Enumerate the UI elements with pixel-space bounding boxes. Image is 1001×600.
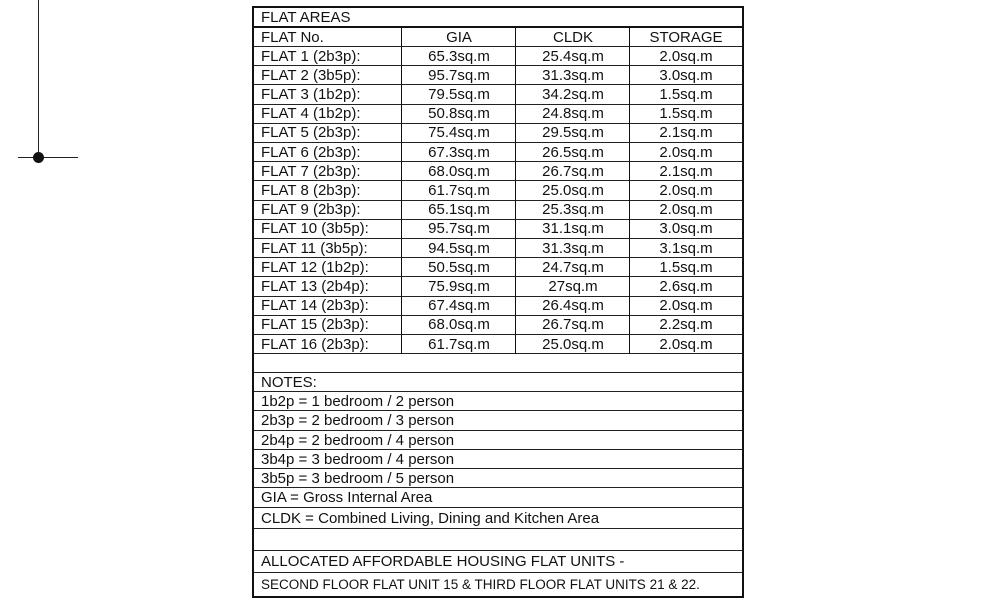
note-text: 3b5p = 3 bedroom / 5 person — [261, 469, 455, 487]
table-row — [254, 277, 742, 296]
flat-name: FLAT 4 (1b2p): — [261, 105, 361, 123]
flat-name: FLAT 11 (3b5p): — [261, 239, 368, 257]
note-row — [254, 469, 742, 488]
cldk-value: 26.5sq.m — [542, 143, 604, 161]
table-row — [254, 47, 742, 66]
flat-name: FLAT 14 (2b3p): — [261, 297, 369, 315]
cldk-value: 31.3sq.m — [542, 239, 604, 257]
flat-name: FLAT 6 (2b3p): — [261, 143, 361, 161]
drawing-guide-line-horizontal — [18, 157, 78, 158]
storage-value: 2.0sq.m — [659, 47, 713, 65]
flat-name: FLAT 15 (2b3p): — [261, 316, 369, 334]
table-row — [254, 124, 742, 143]
storage-value: 3.0sq.m — [659, 220, 713, 238]
gia-value: 50.5sq.m — [428, 258, 490, 276]
table-row — [254, 239, 742, 258]
header-storage: STORAGE — [649, 28, 723, 46]
note-text: 2b3p = 2 bedroom / 3 person — [261, 412, 455, 429]
table-row — [254, 335, 742, 354]
flat-name: FLAT 16 (2b3p): — [261, 335, 369, 353]
schedule-title: FLAT AREAS — [261, 8, 351, 26]
flat-areas-schedule — [252, 6, 744, 598]
cldk-value: 26.7sq.m — [542, 316, 604, 334]
cldk-value: 24.7sq.m — [542, 258, 604, 276]
storage-value: 2.0sq.m — [659, 201, 713, 219]
note-text: 1b2p = 1 bedroom / 2 person — [261, 392, 455, 410]
drawing-guide-line-vertical — [38, 0, 39, 158]
note-text: 2b4p = 2 bedroom / 4 person — [261, 431, 455, 449]
gia-value: 65.1sq.m — [428, 201, 490, 219]
drawing-node-dot — [33, 152, 44, 163]
flat-name: FLAT 2 (3b5p): — [261, 66, 361, 84]
notes-heading: NOTES: — [261, 373, 317, 391]
flat-name: FLAT 1 (2b3p): — [261, 47, 361, 65]
gia-value: 95.7sq.m — [428, 66, 490, 84]
gia-value: 68.0sq.m — [428, 162, 490, 180]
column-divider-3 — [629, 28, 630, 354]
flat-name: FLAT 10 (3b5p): — [261, 220, 369, 238]
flat-name: FLAT 12 (1b2p): — [261, 258, 369, 276]
note-row — [254, 450, 742, 469]
affordable-detail: SECOND FLOOR FLAT UNIT 15 & THIRD FLOOR FLAT UNITS 21 & 22. — [261, 577, 700, 592]
header-cldk: CLDK — [552, 28, 593, 46]
storage-value: 2.0sq.m — [659, 143, 713, 161]
note-row — [254, 392, 742, 411]
gia-value: 75.4sq.m — [428, 124, 490, 142]
header-gia: GIA — [446, 28, 472, 46]
cldk-value: 25.3sq.m — [542, 201, 604, 219]
flat-name: FLAT 5 (2b3p): — [261, 124, 361, 142]
affordable-detail-row — [254, 573, 742, 596]
cldk-value: 31.3sq.m — [542, 66, 604, 84]
note-row — [254, 488, 742, 508]
table-row — [254, 258, 742, 277]
cldk-value: 34.2sq.m — [542, 85, 604, 103]
storage-value: 2.1sq.m — [659, 124, 713, 142]
storage-value: 3.1sq.m — [659, 239, 713, 257]
storage-value: 2.2sq.m — [659, 316, 713, 334]
storage-value: 2.0sq.m — [659, 297, 713, 315]
cldk-value: 26.4sq.m — [542, 297, 604, 315]
flat-name: FLAT 13 (2b4p): — [261, 277, 369, 295]
storage-value: 3.0sq.m — [659, 66, 713, 84]
header-flat-no: FLAT No. — [261, 28, 324, 46]
cldk-value: 26.7sq.m — [542, 162, 604, 180]
cldk-value: 25.4sq.m — [542, 47, 604, 65]
affordable-heading: ALLOCATED AFFORDABLE HOUSING FLAT UNITS - — [261, 553, 625, 570]
note-text: GIA = Gross Internal Area — [261, 489, 433, 506]
table-row — [254, 297, 742, 316]
cldk-value: 27sq.m — [548, 277, 598, 295]
gia-value: 94.5sq.m — [428, 239, 490, 257]
storage-value: 1.5sq.m — [659, 258, 713, 276]
storage-value: 2.1sq.m — [659, 162, 713, 180]
table-row — [254, 85, 742, 104]
flat-name: FLAT 8 (2b3p): — [261, 181, 361, 199]
table-header-row — [254, 28, 742, 47]
table-row — [254, 162, 742, 181]
gia-value: 67.4sq.m — [428, 297, 490, 315]
gia-value: 61.7sq.m — [428, 335, 490, 353]
table-row — [254, 220, 742, 239]
storage-value: 1.5sq.m — [659, 85, 713, 103]
storage-value: 2.6sq.m — [659, 277, 713, 295]
note-row — [254, 411, 742, 431]
table-row — [254, 181, 742, 200]
column-divider-1 — [401, 28, 402, 354]
storage-value: 1.5sq.m — [659, 105, 713, 123]
gia-value: 50.8sq.m — [428, 105, 490, 123]
flat-name: FLAT 7 (2b3p): — [261, 162, 361, 180]
note-text: 3b4p = 3 bedroom / 4 person — [261, 450, 455, 468]
gia-value: 95.7sq.m — [428, 220, 490, 238]
gia-value: 61.7sq.m — [428, 181, 490, 199]
table-row — [254, 316, 742, 335]
cldk-value: 31.1sq.m — [542, 220, 604, 238]
flat-name: FLAT 9 (2b3p): — [261, 201, 361, 219]
notes-heading-row — [254, 373, 742, 392]
table-row — [254, 66, 742, 85]
note-row — [254, 508, 742, 529]
gia-value: 68.0sq.m — [428, 316, 490, 334]
blank-row — [254, 529, 742, 551]
note-text: CLDK = Combined Living, Dining and Kitchen Area — [261, 509, 600, 527]
column-divider-2 — [515, 28, 516, 354]
affordable-heading-row — [254, 551, 742, 573]
gia-value: 67.3sq.m — [428, 143, 490, 161]
table-row — [254, 143, 742, 162]
table-row — [254, 105, 742, 124]
gia-value: 79.5sq.m — [428, 85, 490, 103]
note-row — [254, 431, 742, 450]
gia-value: 65.3sq.m — [428, 47, 490, 65]
cldk-value: 24.8sq.m — [542, 105, 604, 123]
table-row — [254, 201, 742, 220]
storage-value: 2.0sq.m — [659, 181, 713, 199]
cldk-value: 25.0sq.m — [542, 181, 604, 199]
gia-value: 75.9sq.m — [428, 277, 490, 295]
spacer-row — [254, 354, 742, 373]
cldk-value: 29.5sq.m — [542, 124, 604, 142]
storage-value: 2.0sq.m — [659, 335, 713, 353]
flat-name: FLAT 3 (1b2p): — [261, 85, 361, 103]
schedule-title-row — [254, 8, 742, 28]
cldk-value: 25.0sq.m — [542, 335, 604, 353]
